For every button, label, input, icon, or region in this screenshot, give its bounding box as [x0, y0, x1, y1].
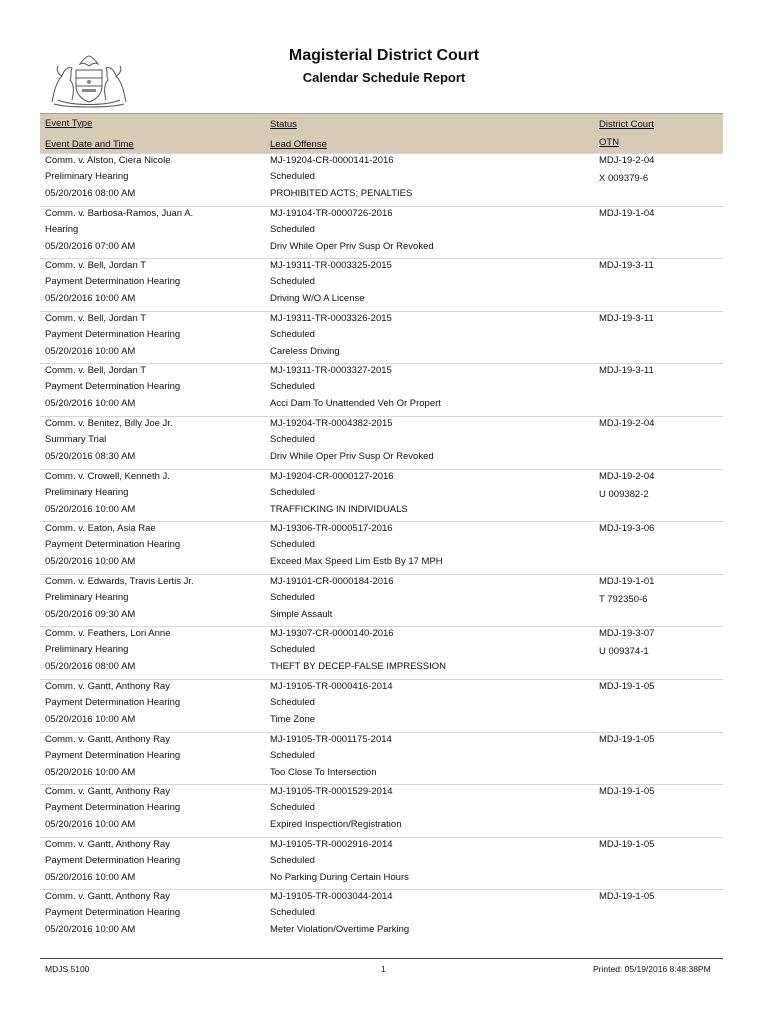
docket-number: MJ-19105-TR-0002916-2014 [270, 838, 393, 850]
event-type: Payment Determination Hearing [45, 276, 181, 288]
event-datetime: 05/20/2016 10:00 AM [45, 924, 136, 936]
event-type: Preliminary Hearing [45, 486, 129, 498]
event-datetime: 05/20/2016 10:00 AM [45, 556, 136, 568]
event-datetime: 05/20/2016 10:00 AM [45, 503, 136, 515]
footer-form-id: MDJS 5100 [45, 964, 90, 974]
footer-printed-timestamp: Printed: 05/19/2016 8:48:38PM [593, 964, 711, 974]
event-status: Scheduled [270, 276, 315, 288]
case-caption: Comm. v. Bell, Jordan T [45, 365, 147, 377]
col-header-otn: OTN [599, 137, 620, 148]
docket-number: MJ-19105-TR-0000416-2014 [270, 681, 393, 692]
calendar-record [0, 889, 768, 941]
calendar-record [0, 258, 768, 310]
event-type: Payment Determination Hearing [45, 854, 181, 866]
event-datetime: 05/20/2016 09:30 AM [45, 608, 136, 620]
event-status: Scheduled [270, 328, 315, 340]
district-court: MDJ-19-1-04 [599, 207, 655, 219]
event-datetime: 05/20/2016 10:00 AM [45, 398, 136, 410]
district-court: MDJ-19-1-05 [599, 838, 655, 850]
event-datetime: 05/20/2016 10:00 AM [45, 345, 136, 357]
calendar-record [0, 416, 768, 468]
case-caption: Comm. v. Bell, Jordan T [45, 312, 147, 324]
district-court: MDJ-19-3-11 [599, 365, 654, 377]
record-separator [40, 732, 723, 733]
case-caption: Comm. v. Barbosa-Ramos, Juan A. [45, 207, 194, 219]
col-header-lead-offense: Lead Offense [270, 139, 327, 150]
district-court: MDJ-19-3-11 [599, 312, 654, 324]
calendar-record [0, 679, 768, 731]
record-separator [40, 153, 723, 154]
event-type: Payment Determination Hearing [45, 328, 181, 340]
docket-number: MJ-19306-TR-0000517-2016 [270, 523, 393, 535]
event-status: Scheduled [270, 644, 315, 656]
case-caption: Comm. v. Edwards, Travis Lertis Jr. [45, 575, 194, 587]
record-separator [40, 626, 723, 627]
district-court: MDJ-19-3-06 [599, 523, 655, 535]
calendar-record [0, 521, 768, 573]
lead-offense: TRAFFICKING IN INDIVIDUALS [270, 503, 408, 515]
case-caption: Comm. v. Gantt, Anthony Ray [45, 838, 170, 850]
calendar-record [0, 153, 768, 205]
case-caption: Comm. v. Gantt, Anthony Ray [45, 786, 170, 798]
calendar-record [0, 837, 768, 889]
calendar-record [0, 732, 768, 784]
lead-offense: Exceed Max Speed Lim Estb By 17 MPH [270, 556, 443, 568]
col-header-event-type: Event Type [45, 118, 93, 129]
event-type: Payment Determination Hearing [45, 749, 181, 761]
docket-number: MJ-19311-TR-0003325-2015 [270, 260, 392, 272]
event-datetime: 05/20/2016 10:00 AM [45, 293, 136, 305]
event-status: Scheduled [270, 434, 315, 445]
event-type: Payment Determination Hearing [45, 539, 181, 551]
calendar-record [0, 311, 768, 363]
event-type: Preliminary Hearing [45, 171, 129, 182]
report-court-title: Magisterial District Court [288, 47, 480, 64]
docket-number: MJ-19105-TR-0001529-2014 [270, 786, 393, 798]
record-separator [40, 416, 723, 417]
event-status: Scheduled [270, 591, 315, 603]
event-type: Preliminary Hearing [45, 591, 129, 603]
lead-offense: Too Close To Intersection [270, 766, 377, 778]
lead-offense: Acci Dam To Unattended Veh Or Propert [270, 398, 441, 410]
event-status: Scheduled [270, 697, 315, 708]
event-datetime: 05/20/2016 10:00 AM [45, 819, 136, 831]
otn-number: X 009379-6 [599, 173, 649, 184]
footer-rule [40, 958, 723, 959]
commonwealth-seal-logo [48, 52, 130, 108]
event-type: Summary Trial [45, 434, 107, 445]
district-court: MDJ-19-3-11 [599, 260, 654, 272]
column-header-bar [40, 113, 723, 153]
footer-page-number: 1 [381, 964, 386, 974]
docket-number: MJ-19101-CR-0000184-2016 [270, 575, 394, 587]
event-status: Scheduled [270, 802, 315, 814]
lead-offense: Expired Inspection/Registration [270, 819, 402, 831]
district-court: MDJ-19-3-07 [599, 628, 655, 640]
case-caption: Comm. v. Feathers, Lori Anne [45, 628, 171, 640]
event-status: Scheduled [270, 223, 315, 235]
district-court: MDJ-19-1-05 [599, 786, 655, 798]
record-separator [40, 889, 723, 890]
col-header-event-date-time: Event Date and Time [45, 139, 134, 150]
calendar-record [0, 206, 768, 258]
event-datetime: 05/20/2016 10:00 AM [45, 871, 136, 883]
lead-offense: Meter Violation/Overtime Parking [270, 924, 410, 936]
lead-offense: Time Zone [270, 714, 316, 725]
event-status: Scheduled [270, 381, 315, 393]
lead-offense: THEFT BY DECEP-FALSE IMPRESSION [270, 661, 446, 673]
otn-number: T 792350-6 [599, 593, 648, 605]
record-separator [40, 363, 723, 364]
case-caption: Comm. v. Bell, Jordan T [45, 260, 147, 272]
event-datetime: 05/20/2016 08:00 AM [45, 661, 136, 673]
record-separator [40, 206, 723, 207]
case-caption: Comm. v. Crowell, Kenneth J. [45, 470, 170, 482]
lead-offense: Simple Assault [270, 608, 333, 620]
col-header-status: Status [270, 119, 297, 130]
lead-offense: Driv While Oper Priv Susp Or Revoked [270, 451, 434, 462]
record-separator [40, 784, 723, 785]
event-type: Payment Determination Hearing [45, 802, 181, 814]
record-separator [40, 521, 723, 522]
calendar-record [0, 469, 768, 521]
event-status: Scheduled [270, 539, 315, 551]
district-court: MDJ-19-2-04 [599, 470, 655, 482]
record-separator [40, 311, 723, 312]
record-separator [40, 258, 723, 259]
case-caption: Comm. v. Eaton, Asia Rae [45, 523, 156, 535]
record-separator [40, 679, 723, 680]
event-type: Preliminary Hearing [45, 644, 129, 656]
case-caption: Comm. v. Gantt, Anthony Ray [45, 733, 170, 745]
record-separator [40, 837, 723, 838]
record-separator [40, 574, 723, 575]
report-subtitle: Calendar Schedule Report [302, 70, 466, 85]
event-status: Scheduled [270, 854, 315, 866]
docket-number: MJ-19204-TR-0004382-2015 [270, 418, 393, 429]
event-datetime: 05/20/2016 07:00 AM [45, 240, 136, 252]
record-separator [40, 469, 723, 470]
docket-number: MJ-19105-TR-0003044-2014 [270, 891, 393, 903]
district-court: MDJ-19-1-05 [599, 681, 655, 692]
docket-number: MJ-19104-TR-0000726-2016 [270, 207, 393, 219]
case-caption: Comm. v. Gantt, Anthony Ray [45, 891, 170, 903]
event-status: Scheduled [270, 486, 315, 498]
district-court: MDJ-19-1-05 [599, 891, 655, 903]
calendar-record [0, 626, 768, 678]
docket-number: MJ-19204-CR-0000141-2016 [270, 155, 394, 166]
event-status: Scheduled [270, 171, 315, 182]
otn-number: U 009382-2 [599, 488, 649, 500]
docket-number: MJ-19204-CR-0000127-2016 [270, 470, 394, 482]
lead-offense: PROHIBITED ACTS; PENALTIES [270, 188, 413, 199]
event-status: Scheduled [270, 907, 315, 919]
otn-number: U 009374-1 [599, 646, 649, 658]
district-court: MDJ-19-1-05 [599, 733, 655, 745]
lead-offense: Driv While Oper Priv Susp Or Revoked [270, 240, 434, 252]
case-caption: Comm. v. Gantt, Anthony Ray [45, 681, 170, 692]
event-datetime: 05/20/2016 10:00 AM [45, 714, 136, 725]
event-type: Payment Determination Hearing [45, 907, 181, 919]
calendar-record [0, 574, 768, 626]
case-caption: Comm. v. Benitez, Billy Joe Jr. [45, 418, 173, 429]
event-type: Payment Determination Hearing [45, 697, 181, 708]
district-court: MDJ-19-1-01 [599, 575, 655, 587]
docket-number: MJ-19105-TR-0001175-2014 [270, 733, 392, 745]
col-header-district-court: District Court [599, 119, 654, 130]
calendar-record [0, 784, 768, 836]
docket-number: MJ-19307-CR-0000140-2016 [270, 628, 394, 640]
docket-number: MJ-19311-TR-0003327-2015 [270, 365, 392, 377]
lead-offense: Driving W/O A License [270, 293, 365, 305]
event-type: Hearing [45, 223, 79, 235]
case-caption: Comm. v. Alston, Ciera Nicole [45, 155, 171, 166]
lead-offense: No Parking During Certain Hours [270, 871, 409, 883]
district-court: MDJ-19-2-04 [599, 155, 655, 166]
calendar-record [0, 363, 768, 415]
lead-offense: Careless Driving [270, 345, 340, 357]
docket-number: MJ-19311-TR-0003326-2015 [270, 312, 392, 324]
event-type: Payment Determination Hearing [45, 381, 181, 393]
event-datetime: 05/20/2016 08:00 AM [45, 188, 136, 199]
event-datetime: 05/20/2016 08:30 AM [45, 451, 136, 462]
event-datetime: 05/20/2016 10:00 AM [45, 766, 136, 778]
district-court: MDJ-19-2-04 [599, 418, 655, 429]
event-status: Scheduled [270, 749, 315, 761]
